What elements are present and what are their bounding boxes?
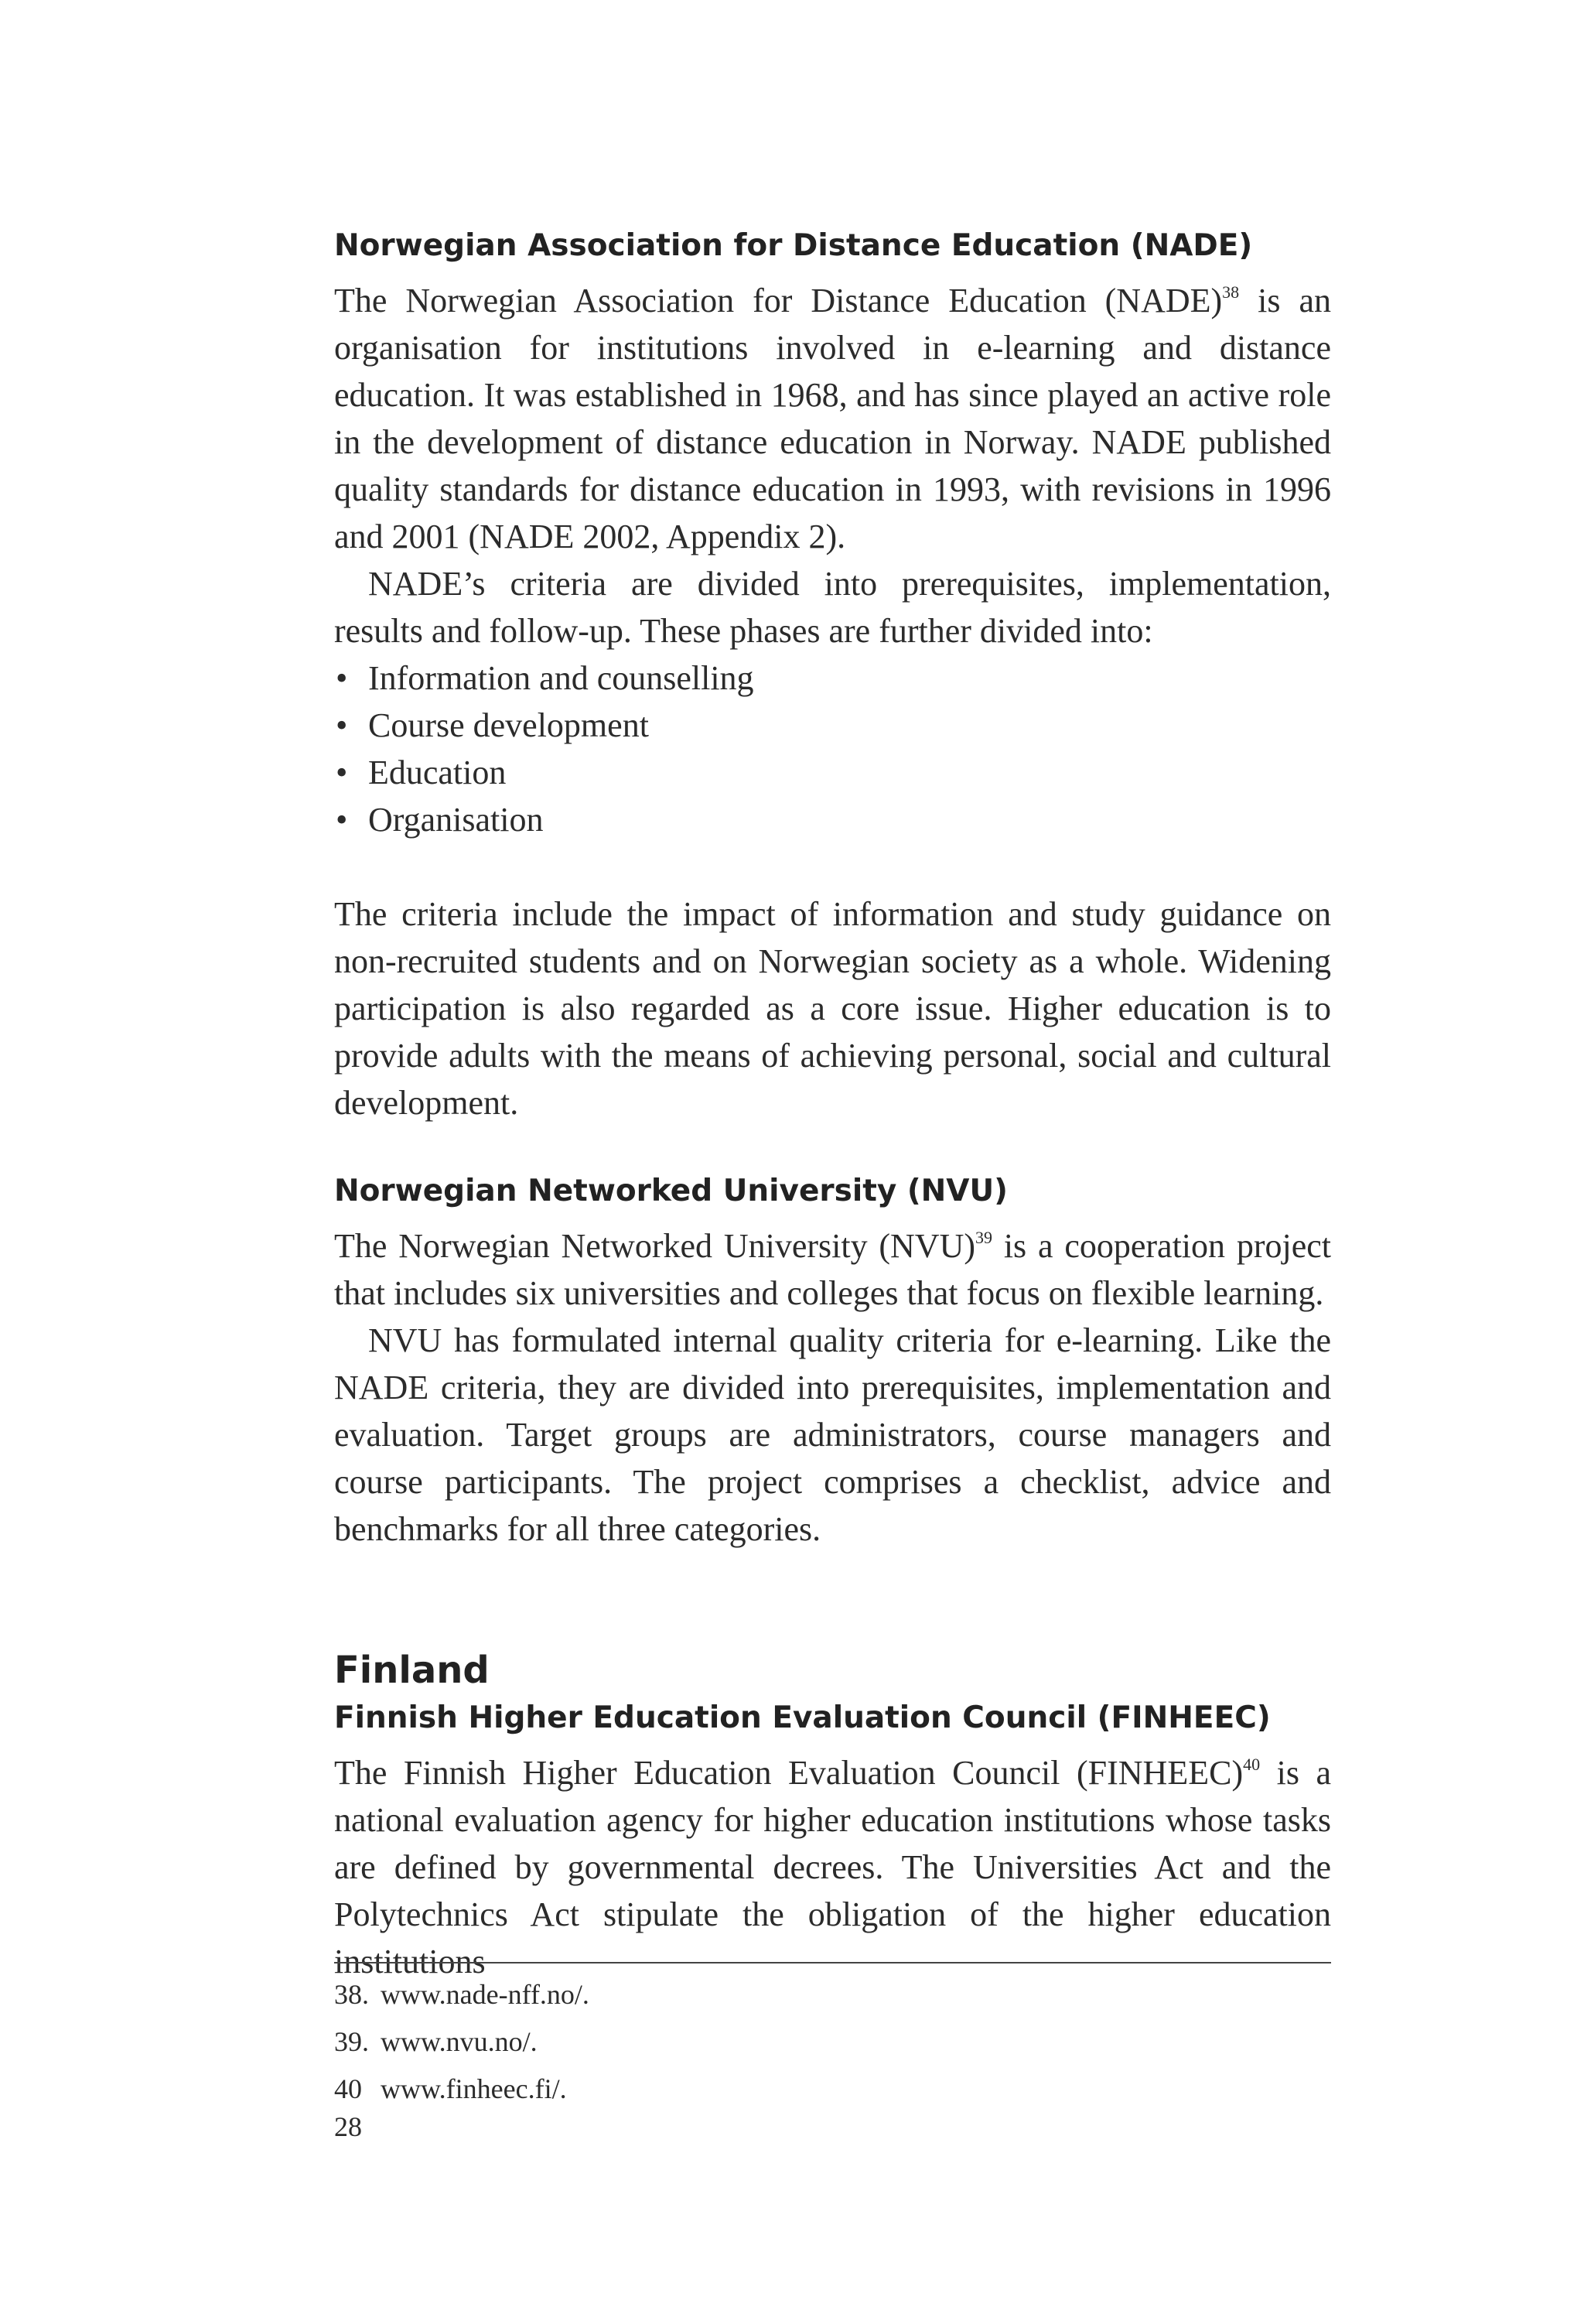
bullet-icon: • bbox=[336, 801, 348, 839]
bullet-icon: • bbox=[336, 754, 348, 791]
nade-p1-text: The Norwegian Association for Distance Education (NADE) bbox=[334, 282, 1223, 320]
footnote-number: 38. bbox=[334, 1979, 369, 2010]
page-body bbox=[334, 224, 1331, 1985]
footnote-link: www.nade-nff.no/. bbox=[381, 1979, 589, 2010]
section-heading-nade: Norwegian Association for Distance Education (NADE) bbox=[334, 228, 1253, 263]
nvu-paragraph-2: NVU has formulated internal quality criteria for e-learning. Like the NADE criteria, they are divided into prerequisites, implementation and evaluation. Target groups are administrators, course managers and course participants. The project comprises a checklist, advice and benchmarks for all three categories. bbox=[334, 1321, 1331, 1548]
list-item bbox=[334, 796, 1331, 843]
nvu-paragraph-1 bbox=[334, 1222, 1331, 1317]
footnote-40 bbox=[334, 2066, 1331, 2113]
footnote-ref-39: 39 bbox=[975, 1228, 993, 1247]
footnote-ref-38: 38 bbox=[1222, 282, 1240, 302]
footnote-38 bbox=[334, 1971, 1331, 2018]
nade-p1-text-cont: is an organisation for institutions involved in e-learning and distance education. It was established in 1968, and has since played an active role in the development of distance education in Norway. NADE published quality standards for distance education in 1993, with revisions in 1996 and 2001 (NADE 2002, Appendix 2). bbox=[334, 282, 1331, 555]
finheec-paragraph-1 bbox=[334, 1749, 1331, 1985]
bullet-icon: • bbox=[336, 659, 348, 697]
footnote-link: www.finheec.fi/. bbox=[381, 2073, 567, 2104]
list-item-label: Education bbox=[368, 754, 507, 791]
finheec-p1-text: The Finnish Higher Education Evaluation Council (FINHEEC) bbox=[334, 1754, 1244, 1792]
list-item-label: Course development bbox=[368, 706, 649, 744]
nvu-p1-text: The Norwegian Networked University (NVU) bbox=[334, 1227, 976, 1265]
nvu-p1-text-cont: is a cooperation project that includes six universities and colleges that focus on flexible learning. bbox=[334, 1227, 1331, 1312]
nade-paragraph-3: The criteria include the impact of information and study guidance on non-recruited students and on Norwegian society as a whole. Widening participation is also regarded as a core issue. Higher education is to provide adults with the means of achieving personal, social and cultural development. bbox=[334, 895, 1331, 1122]
page-number: 28 bbox=[334, 2111, 362, 2142]
footnote-39 bbox=[334, 2018, 1331, 2066]
footnote-link: www.nvu.no/. bbox=[381, 2026, 538, 2057]
list-item bbox=[334, 749, 1331, 796]
nade-criteria-list bbox=[334, 654, 1331, 843]
section-heading-nvu: Norwegian Networked University (NVU) bbox=[334, 1174, 1008, 1208]
spacer bbox=[334, 1126, 1331, 1170]
list-item bbox=[334, 654, 1331, 702]
country-heading-finland: Finland bbox=[334, 1649, 490, 1692]
footnote-ref-40: 40 bbox=[1243, 1755, 1261, 1774]
list-item bbox=[334, 702, 1331, 749]
spacer bbox=[334, 1553, 1331, 1647]
footnote-number: 40 bbox=[334, 2073, 362, 2104]
footnotes bbox=[334, 1962, 1331, 2113]
finheec-p1-text-cont: is a national evaluation agency for higher education institutions whose tasks are defined by governmental decrees. The Universities Act and the Polytechnics Act stipulate the obligation of the higher education institutions bbox=[334, 1754, 1331, 1981]
list-item-label: Organisation bbox=[368, 801, 544, 839]
spacer bbox=[334, 843, 1331, 890]
footnote-number: 39. bbox=[334, 2026, 369, 2057]
section-heading-finheec: Finnish Higher Education Evaluation Council (FINHEEC) bbox=[334, 1700, 1271, 1735]
nade-paragraph-1 bbox=[334, 277, 1331, 560]
nade-paragraph-2: NADE’s criteria are divided into prerequisites, implementation, results and follow-up. These phases are further divided into: bbox=[334, 565, 1331, 650]
list-item-label: Information and counselling bbox=[368, 659, 754, 697]
bullet-icon: • bbox=[336, 706, 348, 744]
